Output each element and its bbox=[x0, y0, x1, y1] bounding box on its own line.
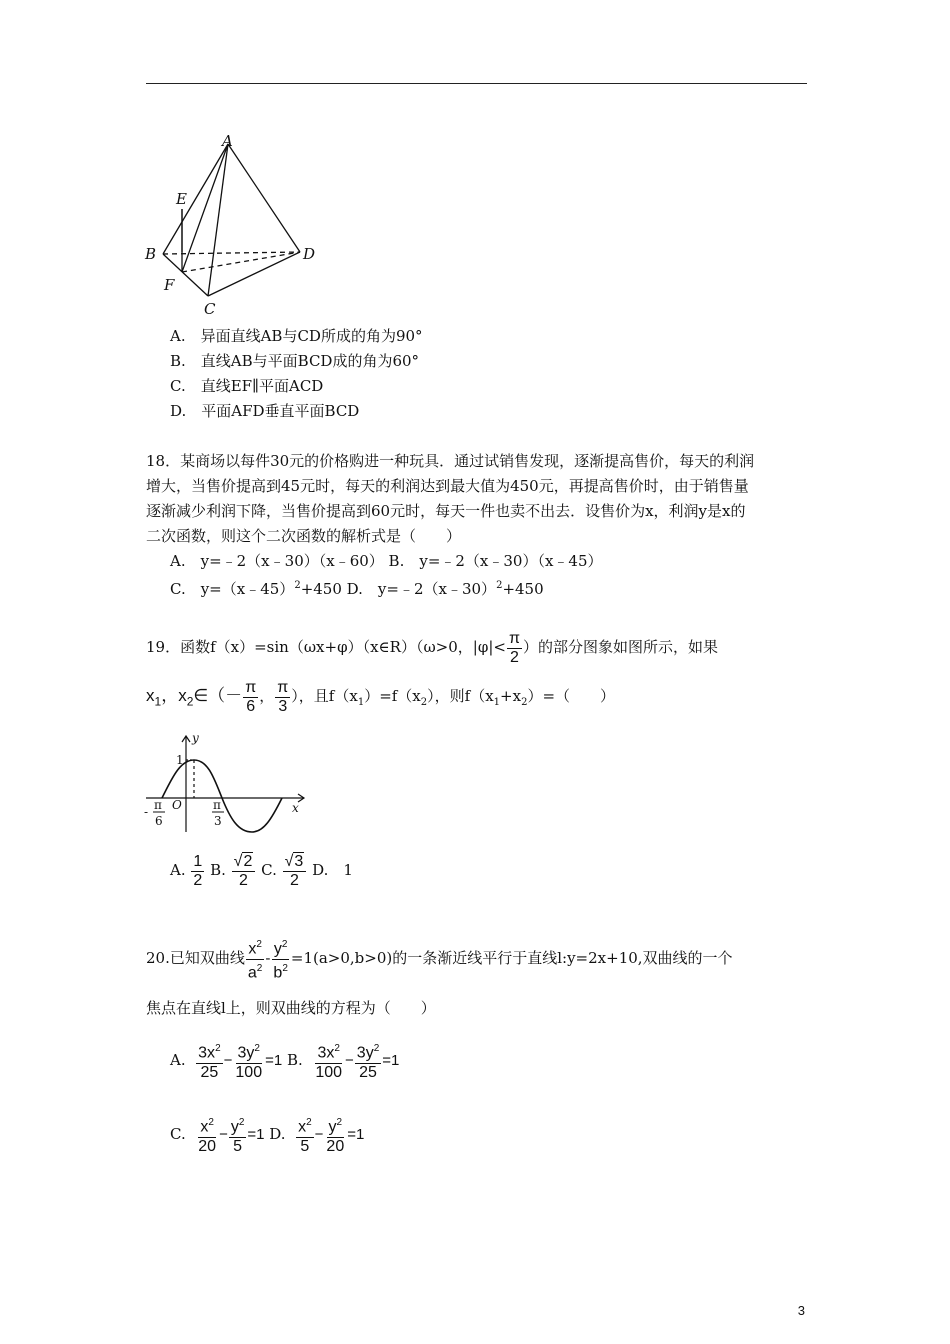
q19-options: A. $\frac{1}{2}$ B. $\frac{√2}{2}$ C. $\frac{√3}{2}$ D. 1 bbox=[170, 852, 353, 889]
label-b: B bbox=[145, 245, 157, 263]
label-c: C bbox=[204, 300, 216, 318]
q17-option-a: A. 异面直线AB与CD所成的角为90° bbox=[170, 327, 423, 345]
label-f: F bbox=[164, 276, 175, 294]
q17-option-b: B. 直线AB与平面BCD成的角为60° bbox=[170, 352, 420, 370]
q17-option-c: C. 直线EF∥平面ACD bbox=[170, 377, 324, 395]
one-label: 1 bbox=[176, 753, 184, 767]
six-label: 6 bbox=[155, 814, 163, 828]
label-e: E bbox=[176, 190, 187, 208]
sine-graph bbox=[142, 730, 312, 835]
q20-options-ab: A. $\frac{3x^2}{25}$ − $\frac{3y^2}{100}$ =1 B. $\frac{3x^2}{100}$ − $\frac{3y^2}{25}$ =1 bbox=[170, 1036, 399, 1085]
q18-options-ab: A. y=﹣2（x﹣30）（x﹣60） B. y=﹣2（x﹣30）（x﹣45） bbox=[170, 552, 603, 570]
q20-options-cd: C. $\frac{x^2}{20}$ − $\frac{y^2}{5}$ =1 D. $\frac{x^2}{5}$ − $\frac{y^2}{20}$ =1 bbox=[170, 1110, 364, 1159]
q17-option-d: D. 平面AFD垂直平面BCD bbox=[170, 402, 360, 420]
edge-ad bbox=[228, 144, 300, 252]
q18-line-3: 逐渐减少利润下降，当售价提高到60元时，每天一件也卖不出去．设售价为x，利润y是x的 bbox=[146, 502, 746, 520]
edge-bd-dashed bbox=[163, 252, 300, 254]
q18-line-1: 18．某商场以每件30元的价格购进一种玩具．通过试销售发现，逐渐提高售价，每天的利润 bbox=[146, 452, 755, 470]
three-label: 3 bbox=[214, 814, 222, 828]
neg-pi-label: π bbox=[154, 798, 162, 812]
q19-line-1: 19．函数f（x）=sin（ωx+φ）（x∈R）（ω>0，|φ|< $\frac{\pi}{2}$ ）的部分图象如图所示，如果 bbox=[146, 629, 719, 666]
page-number: 3 bbox=[797, 1303, 805, 1318]
x-label: x bbox=[292, 801, 299, 815]
q20-line-1: 20.已知双曲线 $\frac{x^2}{a^2}$ - $\frac{y^2}{b^2}$ =1(a>0,b>0)的一条渐近线平行于直线l:y=2x+10,双曲线的一个 bbox=[146, 934, 733, 982]
tetrahedron-figure bbox=[140, 132, 330, 322]
header-rule bbox=[146, 83, 807, 84]
y-label: y bbox=[192, 731, 199, 745]
q18-options-cd: C. y=（x﹣45）$^2$+450 D. y=﹣2（x﹣30）$^2$+450 bbox=[170, 580, 544, 598]
q20-line-2: 焦点在直线l上，则双曲线的方程为（ ） bbox=[146, 999, 436, 1017]
q18-line-2: 增大，当售价提高到45元时，每天的利润达到最大值为450元，再提高售价时，由于销售量 bbox=[146, 477, 749, 495]
q18-line-4: 二次函数，则这个二次函数的解析式是（ ） bbox=[146, 527, 462, 545]
label-d: D bbox=[303, 245, 316, 263]
neg-sign: - bbox=[144, 805, 149, 819]
q19-line-2: $x_1$，$x_2\in(-$ $\frac{\pi}{6}$ ， $\frac{\pi}{3}$ ），且$f(x_1)=f(x_2)$，则$f(x_1+x_2)=$（ ） bbox=[146, 678, 616, 715]
label-a: A bbox=[222, 132, 233, 150]
edge-cd bbox=[208, 252, 300, 296]
edge-ab bbox=[163, 144, 228, 254]
pi-label: π bbox=[213, 798, 221, 812]
pi-over-2-fraction: $\frac{\pi}{2}$ bbox=[508, 629, 521, 666]
edge-fd-dashed bbox=[182, 252, 300, 272]
origin-label: O bbox=[172, 798, 182, 812]
sine-curve bbox=[162, 760, 282, 832]
edge-ac bbox=[208, 144, 228, 296]
